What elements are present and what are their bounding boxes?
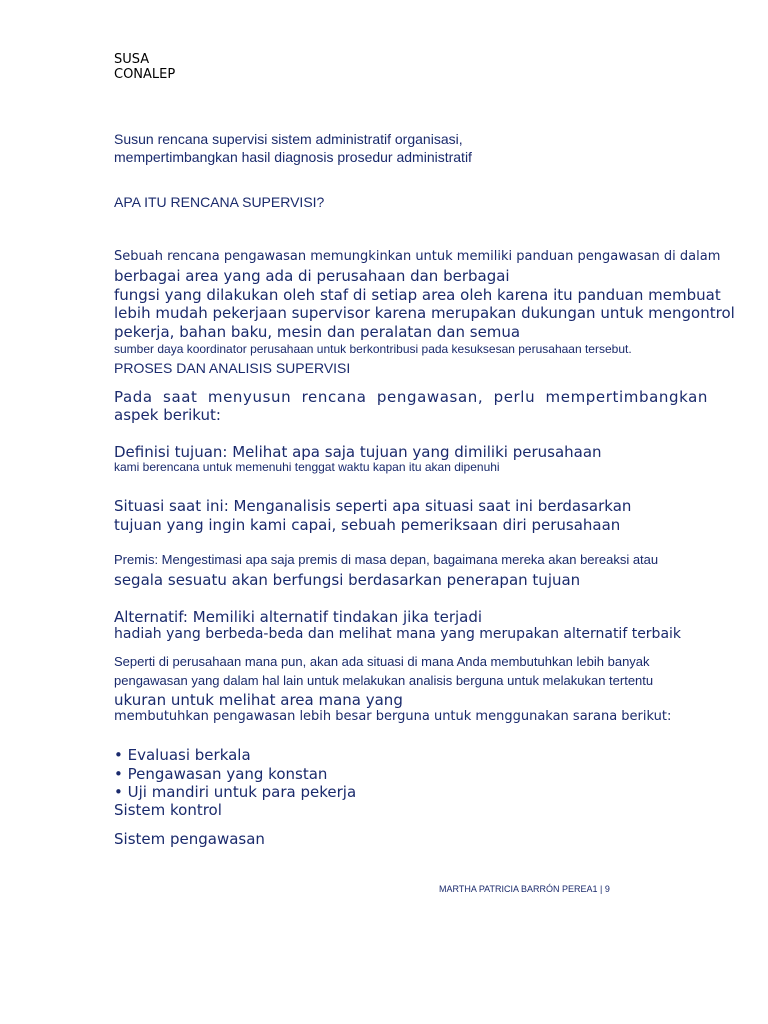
- bullet-item: • Pengawasan yang konstan: [114, 765, 328, 783]
- paragraph1-line-3: fungsi yang dilakukan oleh staf di setiap area oleh karena itu panduan membuat: [114, 286, 721, 304]
- paragraph3-line-1: Seperti di perusahaan mana pun, akan ada situasi di mana Anda membutuhkan lebih banyak: [114, 654, 650, 669]
- bullet-item: • Evaluasi berkala: [114, 746, 251, 764]
- paragraph2-line-1: Pada saat menyusun rencana pengawasan, perlu mempertimbangkan: [114, 388, 709, 406]
- paragraph3-line-4: membutuhkan pengawasan lebih besar berguna untuk menggunakan sarana berikut:: [114, 709, 672, 724]
- alternatif-line-2: hadiah yang berbeda-beda dan melihat mana yang merupakan alternatif terbaik: [114, 626, 682, 642]
- paragraph1-line-6: sumber daya koordinator perusahaan untuk berkontribusi pada kesuksesan perusahaan tersebut.: [114, 342, 632, 356]
- premis-line-1: Premis: Mengestimasi apa saja premis di masa depan, bagaimana mereka akan bereaksi atau: [114, 552, 659, 567]
- paragraph3-line-3: ukuran untuk melihat area mana yang: [114, 691, 403, 709]
- paragraph2-line-2: aspek berikut:: [114, 406, 221, 424]
- definisi-line-1: Definisi tujuan: Melihat apa saja tujuan yang dimiliki perusahaan: [114, 443, 602, 461]
- sistem-pengawasan: Sistem pengawasan: [114, 830, 265, 848]
- paragraph1-line-1: Sebuah rencana pengawasan memungkinkan untuk memiliki panduan pengawasan di dalam: [114, 249, 721, 264]
- situasi-line-1: Situasi saat ini: Menganalisis seperti apa situasi saat ini berdasarkan: [114, 497, 632, 515]
- situasi-line-2: tujuan yang ingin kami capai, sebuah pemeriksaan diri perusahaan: [114, 516, 621, 534]
- paragraph1-line-4: lebih mudah pekerjaan supervisor karena merupakan dukungan untuk mengontrol: [114, 304, 735, 322]
- paragraph1-line-5: pekerja, bahan baku, mesin dan peralatan dan semua: [114, 323, 521, 341]
- header-line-2: CONALEP: [114, 67, 176, 82]
- page-footer: MARTHA PATRICIA BARRÓN PEREA1 | 9: [439, 884, 610, 894]
- intro-line-1: Susun rencana supervisi sistem administratif organisasi,: [114, 131, 463, 147]
- bullet-item: • Uji mandiri untuk para pekerja: [114, 783, 357, 801]
- paragraph1-line-2: berbagai area yang ada di perusahaan dan berbagai: [114, 267, 510, 285]
- alternatif-line-1: Alternatif: Memiliki alternatif tindakan jika terjadi: [114, 608, 483, 626]
- definisi-line-2: kami berencana untuk memenuhi tenggat waktu kapan itu akan dipenuhi: [114, 460, 500, 474]
- sistem-kontrol: Sistem kontrol: [114, 801, 222, 819]
- paragraph3-line-2: pengawasan yang dalam hal lain untuk melakukan analisis berguna untuk melakukan tertentu: [114, 673, 654, 688]
- heading-proses-analisis: PROSES DAN ANALISIS SUPERVISI: [114, 360, 351, 376]
- header-line-1: SUSA: [114, 52, 150, 67]
- heading-rencana-supervisi: APA ITU RENCANA SUPERVISI?: [114, 194, 325, 210]
- intro-line-2: mempertimbangkan hasil diagnosis prosedur administratif: [114, 149, 472, 165]
- premis-line-2: segala sesuatu akan berfungsi berdasarkan penerapan tujuan: [114, 571, 581, 589]
